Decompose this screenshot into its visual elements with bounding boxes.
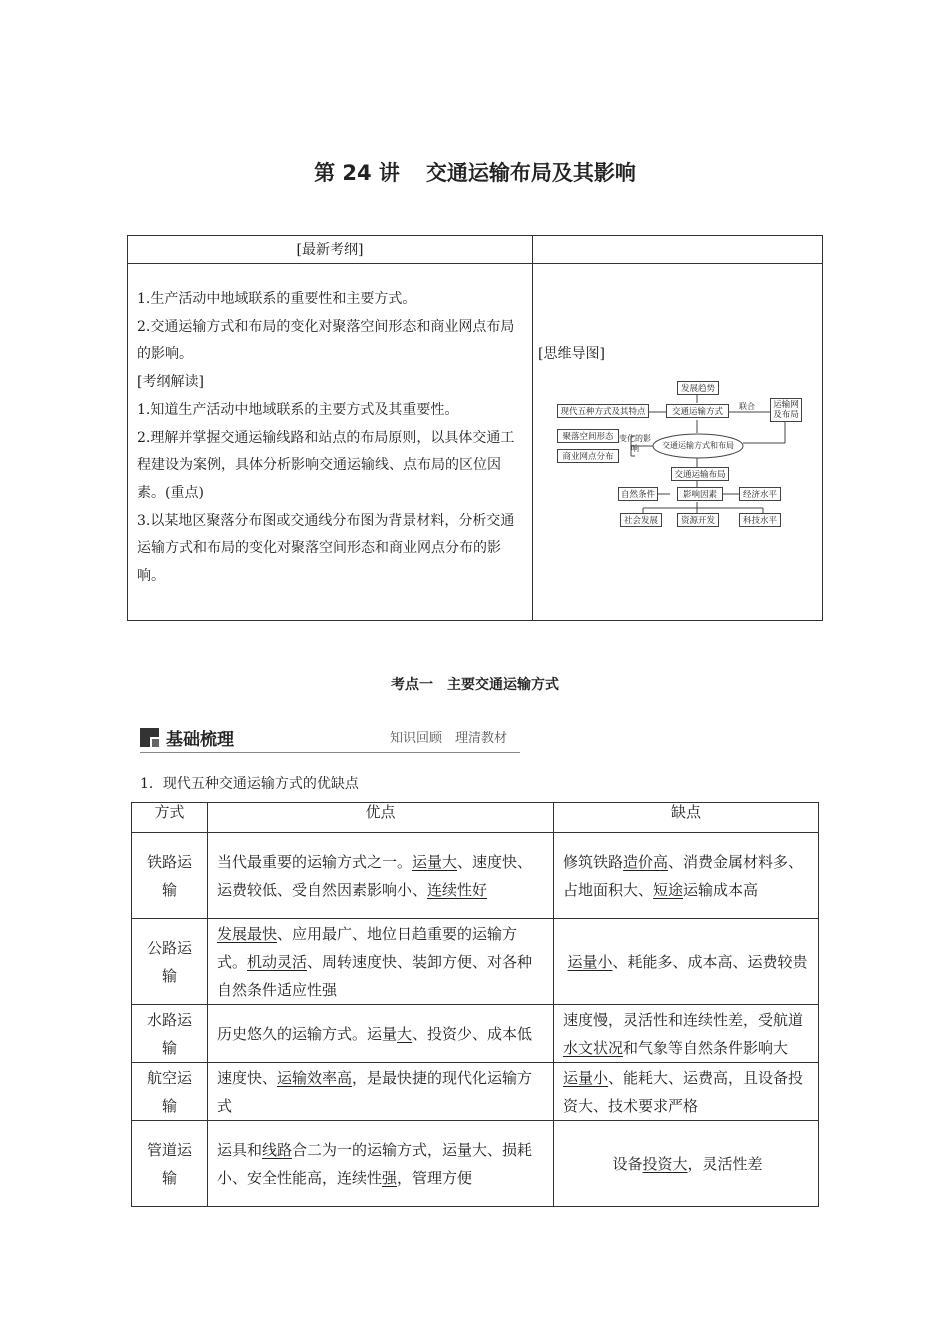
mindmap-node-tech: 科技水平 bbox=[739, 513, 781, 527]
mindmap-node-center: 交通运输方式和布局 bbox=[662, 441, 734, 450]
mindmap-node-settlement: 聚落空间形态 bbox=[557, 429, 619, 443]
mindmap-node-resources: 资源开发 bbox=[677, 513, 719, 527]
advantages-cell: 当代最重要的运输方式之一。运量大、速度快、运费较低、受自然因素影响小、连续性好 bbox=[208, 833, 554, 919]
mindmap-node-society: 社会发展 bbox=[620, 513, 662, 527]
mindmap-node-commerce: 商业网点分布 bbox=[557, 449, 619, 463]
mindmap-label: [思维导图] bbox=[538, 346, 605, 362]
disadvantages-cell: 速度慢，灵活性和连续性差，受航道水文状况和气象等自然条件影响大 bbox=[554, 1005, 819, 1063]
disadvantages-cell: 运量小、耗能多、成本高、运费较贵 bbox=[554, 919, 819, 1005]
transport-comparison-table bbox=[131, 802, 819, 1207]
mode-cell: 公路运输 bbox=[132, 919, 208, 1005]
outline-item: 2.理解并掌握交通运输线路和站点的布局原则，以具体交通工程建设为案例，具体分析影响交通运输线、点布局的区位因素。(重点) bbox=[137, 429, 515, 501]
mode-cell: 水路运输 bbox=[132, 1005, 208, 1063]
outline-item: [考纲解读] bbox=[137, 374, 204, 391]
banner-subtitle: 知识回顾 理清教材 bbox=[390, 731, 508, 746]
header-advantages: 优点 bbox=[208, 803, 554, 833]
banner-title: 基础梳理 bbox=[166, 730, 234, 750]
mindmap-link-label: 联合 bbox=[739, 402, 755, 411]
mindmap-node-five-modes: 现代五种方式及其特点 bbox=[557, 404, 649, 418]
disadvantages-cell: 运量小、能耗大、运费高，且设备投资大、技术要求严格 bbox=[554, 1063, 819, 1121]
mindmap-node-economy: 经济水平 bbox=[739, 487, 781, 501]
table-row bbox=[132, 833, 819, 919]
outline-table bbox=[127, 235, 823, 621]
mindmap-node-natural: 自然条件 bbox=[618, 487, 658, 501]
mindmap-node-network: 运输网及布局 bbox=[770, 398, 802, 422]
header-disadvantages: 缺点 bbox=[554, 803, 819, 833]
outline-item: 3.以某地区聚落分布图或交通线分布图为背景材料，分析交通运输方式和布局的变化对聚落空间形态和商业网点分布的影响。 bbox=[137, 512, 515, 585]
advantages-cell: 速度快、运输效率高，是最快捷的现代化运输方式 bbox=[208, 1063, 554, 1121]
page-title bbox=[0, 157, 950, 187]
outline-item: 1.知道生产活动中地域联系的主要方式及其重要性。 bbox=[137, 401, 459, 418]
mindmap-change-label: 变化的影响 bbox=[619, 434, 651, 453]
subheading: 1．现代五种交通运输方式的优缺点 bbox=[140, 776, 359, 792]
mindmap-node-transport-modes: 交通运输方式 bbox=[666, 404, 729, 418]
outline-item: 1.生产活动中地域联系的重要性和主要方式。 bbox=[137, 291, 417, 307]
section-banner bbox=[140, 723, 522, 755]
table-row bbox=[132, 1121, 819, 1207]
advantages-cell: 发展最快、应用最广、地位日趋重要的运输方式。机动灵活、周转速度快、装卸方便、对各种自然条件适应性强 bbox=[208, 919, 554, 1005]
mode-cell: 管道运输 bbox=[132, 1121, 208, 1207]
advantages-cell: 历史悠久的运输方式。运量大、投资少、成本低 bbox=[208, 1005, 554, 1063]
section-title: 考点一 主要交通运输方式 bbox=[391, 677, 559, 693]
lecture-topic: 交通运输布局及其影响 bbox=[425, 161, 636, 185]
mode-cell: 铁路运输 bbox=[132, 833, 208, 919]
mode-cell: 航空运输 bbox=[132, 1063, 208, 1121]
disadvantages-cell: 修筑铁路造价高、消费金属材料多、占地面积大、短途运输成本高 bbox=[554, 833, 819, 919]
table-row bbox=[132, 1063, 819, 1121]
lecture-number: 第 24 讲 bbox=[314, 161, 400, 185]
table-header-row bbox=[132, 803, 819, 833]
outline-item: 2.交通运输方式和布局的变化对聚落空间形态和商业网点布局的影响。 bbox=[137, 318, 515, 363]
header-mode: 方式 bbox=[132, 803, 208, 833]
banner-divider bbox=[140, 752, 520, 753]
table-row bbox=[132, 919, 819, 1005]
mindmap-node-trend: 发展趋势 bbox=[677, 381, 719, 395]
advantages-cell: 运具和线路合二为一的运输方式，运量大、损耗小、安全性能高，连续性强，管理方便 bbox=[208, 1121, 554, 1207]
mindmap-node-layout: 交通运输布局 bbox=[671, 467, 729, 481]
mindmap-node-factors: 影响因素 bbox=[677, 487, 723, 501]
outline-body bbox=[137, 286, 527, 591]
table-row bbox=[132, 1005, 819, 1063]
disadvantages-cell: 设备投资大，灵活性差 bbox=[554, 1121, 819, 1207]
outline-header: [最新考纲] bbox=[296, 242, 364, 258]
